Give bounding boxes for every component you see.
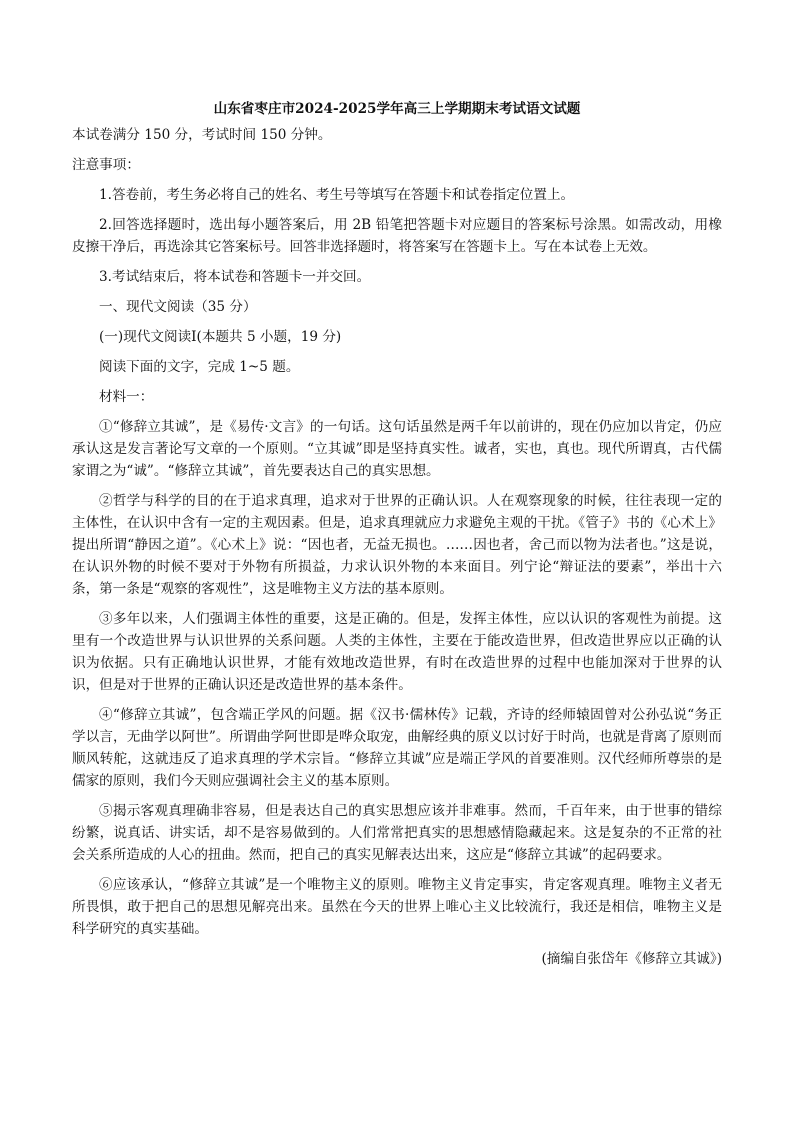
subsection-heading: (一)现代文阅读Ⅰ(本题共 5 小题，19 分) bbox=[99, 329, 342, 345]
exam-title: 山东省枣庄市2024-2025学年高三上学期期末考试语文试题 bbox=[213, 101, 581, 117]
passage-paragraph: ⑥应该承认，“修辞立其诚”是一个唯物主义的原则。唯物主义肯定事实，肯定客观真理。唯物主义者无所畏惧，敢于把自己的思想见解亮出来。虽然在今天的世界上唯心主义比较流行，我还是相信，唯物主义是科学研究的真实基础。 bbox=[72, 877, 722, 937]
notice-item: 3.考试结束后，将本试卷和答题卡一并交回。 bbox=[99, 269, 371, 285]
passage-paragraph: ②哲学与科学的目的在于追求真理，追求对于世界的正确认识。人在观察现象的时候，往往表现一定的主体性，在认识中含有一定的主观因素。但是，追求真理就应力求避免主观的干扰。《管子》书的《心术上》提出所谓“静因之道”。《心术上》说：“因也者，无益无损也。……因也者，舍己而以物为法者也。”这是说，在认识外物的时候不要对于外物有所损益，力求认识外物的本来面目。列宁论“辩证法的要素”，举出十六条，第一条是“观察的客观性”，这是唯物主义方法的基本原则。 bbox=[72, 493, 722, 597]
passage-paragraph: ④“修辞立其诚”，包含端正学风的问题。据《汉书·儒林传》记载，齐诗的经师辕固曾对公孙弘说“务正学以言，无曲学以阿世”。所谓曲学阿世即是哗众取宠，曲解经典的原义以讨好于时尚，也就是背离了原则而顺风转舵，这就违反了追求真理的学术宗旨。“修辞立其诚”应是端正学风的首要准则。汉代经师所尊崇的是儒家的原则，我们今天则应强调社会主义的基本原则。 bbox=[72, 707, 722, 789]
passage-paragraph: ①“修辞立其诚”，是《易传·文言》的一句话。这句话虽然是两千年以前讲的，现在仍应加以肯定，仍应承认这是发言著论写文章的一个原则。“立其诚”即是坚持真实性。诚者，实也，真也。现代所谓真，古代儒家谓之为“诚”。“修辞立其诚”，首先要表达自己的真实思想。 bbox=[72, 419, 722, 479]
source-citation: (摘编自张岱年《修辞立其诚》) bbox=[541, 951, 722, 967]
section-heading: 一、现代文阅读（35 分） bbox=[99, 299, 257, 315]
passage-paragraph: ③多年以来，人们强调主体性的重要，这是正确的。但是，发挥主体性，应以认识的客观性为前提。这里有一个改造世界与认识世界的关系问题。人类的主体性，主要在于能改造世界，但改造世界应以正确的认识为依据。只有正确地认识世界，才能有效地改造世界，有时在改造世界的过程中也能加深对于世界的认识，但是对于世界的正确认识还是改造世界的基本条件。 bbox=[72, 611, 722, 693]
passage-paragraph: ⑤揭示客观真理确非容易，但是表达自己的真实思想应该并非难事。然而，千百年来，由于世事的错综纷繁，说真话、讲实话，却不是容易做到的。人们常常把真实的思想感情隐藏起来。这是复杂的不正常的社会关系所造成的人心的扭曲。然而，把自己的真实见解表达出来，这应是“修辞立其诚”的起码要求。 bbox=[72, 803, 722, 863]
exam-page bbox=[72, 98, 722, 970]
notice-heading: 注意事项： bbox=[72, 157, 140, 173]
reading-instruction: 阅读下面的文字，完成 1~5 题。 bbox=[99, 359, 300, 375]
exam-intro: 本试卷满分 150 分，考试时间 150 分钟。 bbox=[72, 127, 332, 143]
material-label: 材料一： bbox=[99, 389, 154, 405]
notice-item: 1.答卷前，考生务必将自己的姓名、考生号等填写在答题卡和试卷指定位置上。 bbox=[99, 187, 575, 203]
notice-item: 2.回答选择题时，选出每小题答案后，用 2B 铅笔把答题卡对应题目的答案标号涂黑。如需改动，用橡皮擦干净后，再选涂其它答案标号。回答非选择题时，将答案写在答题卡上。写在本试卷上无效。 bbox=[72, 217, 722, 255]
